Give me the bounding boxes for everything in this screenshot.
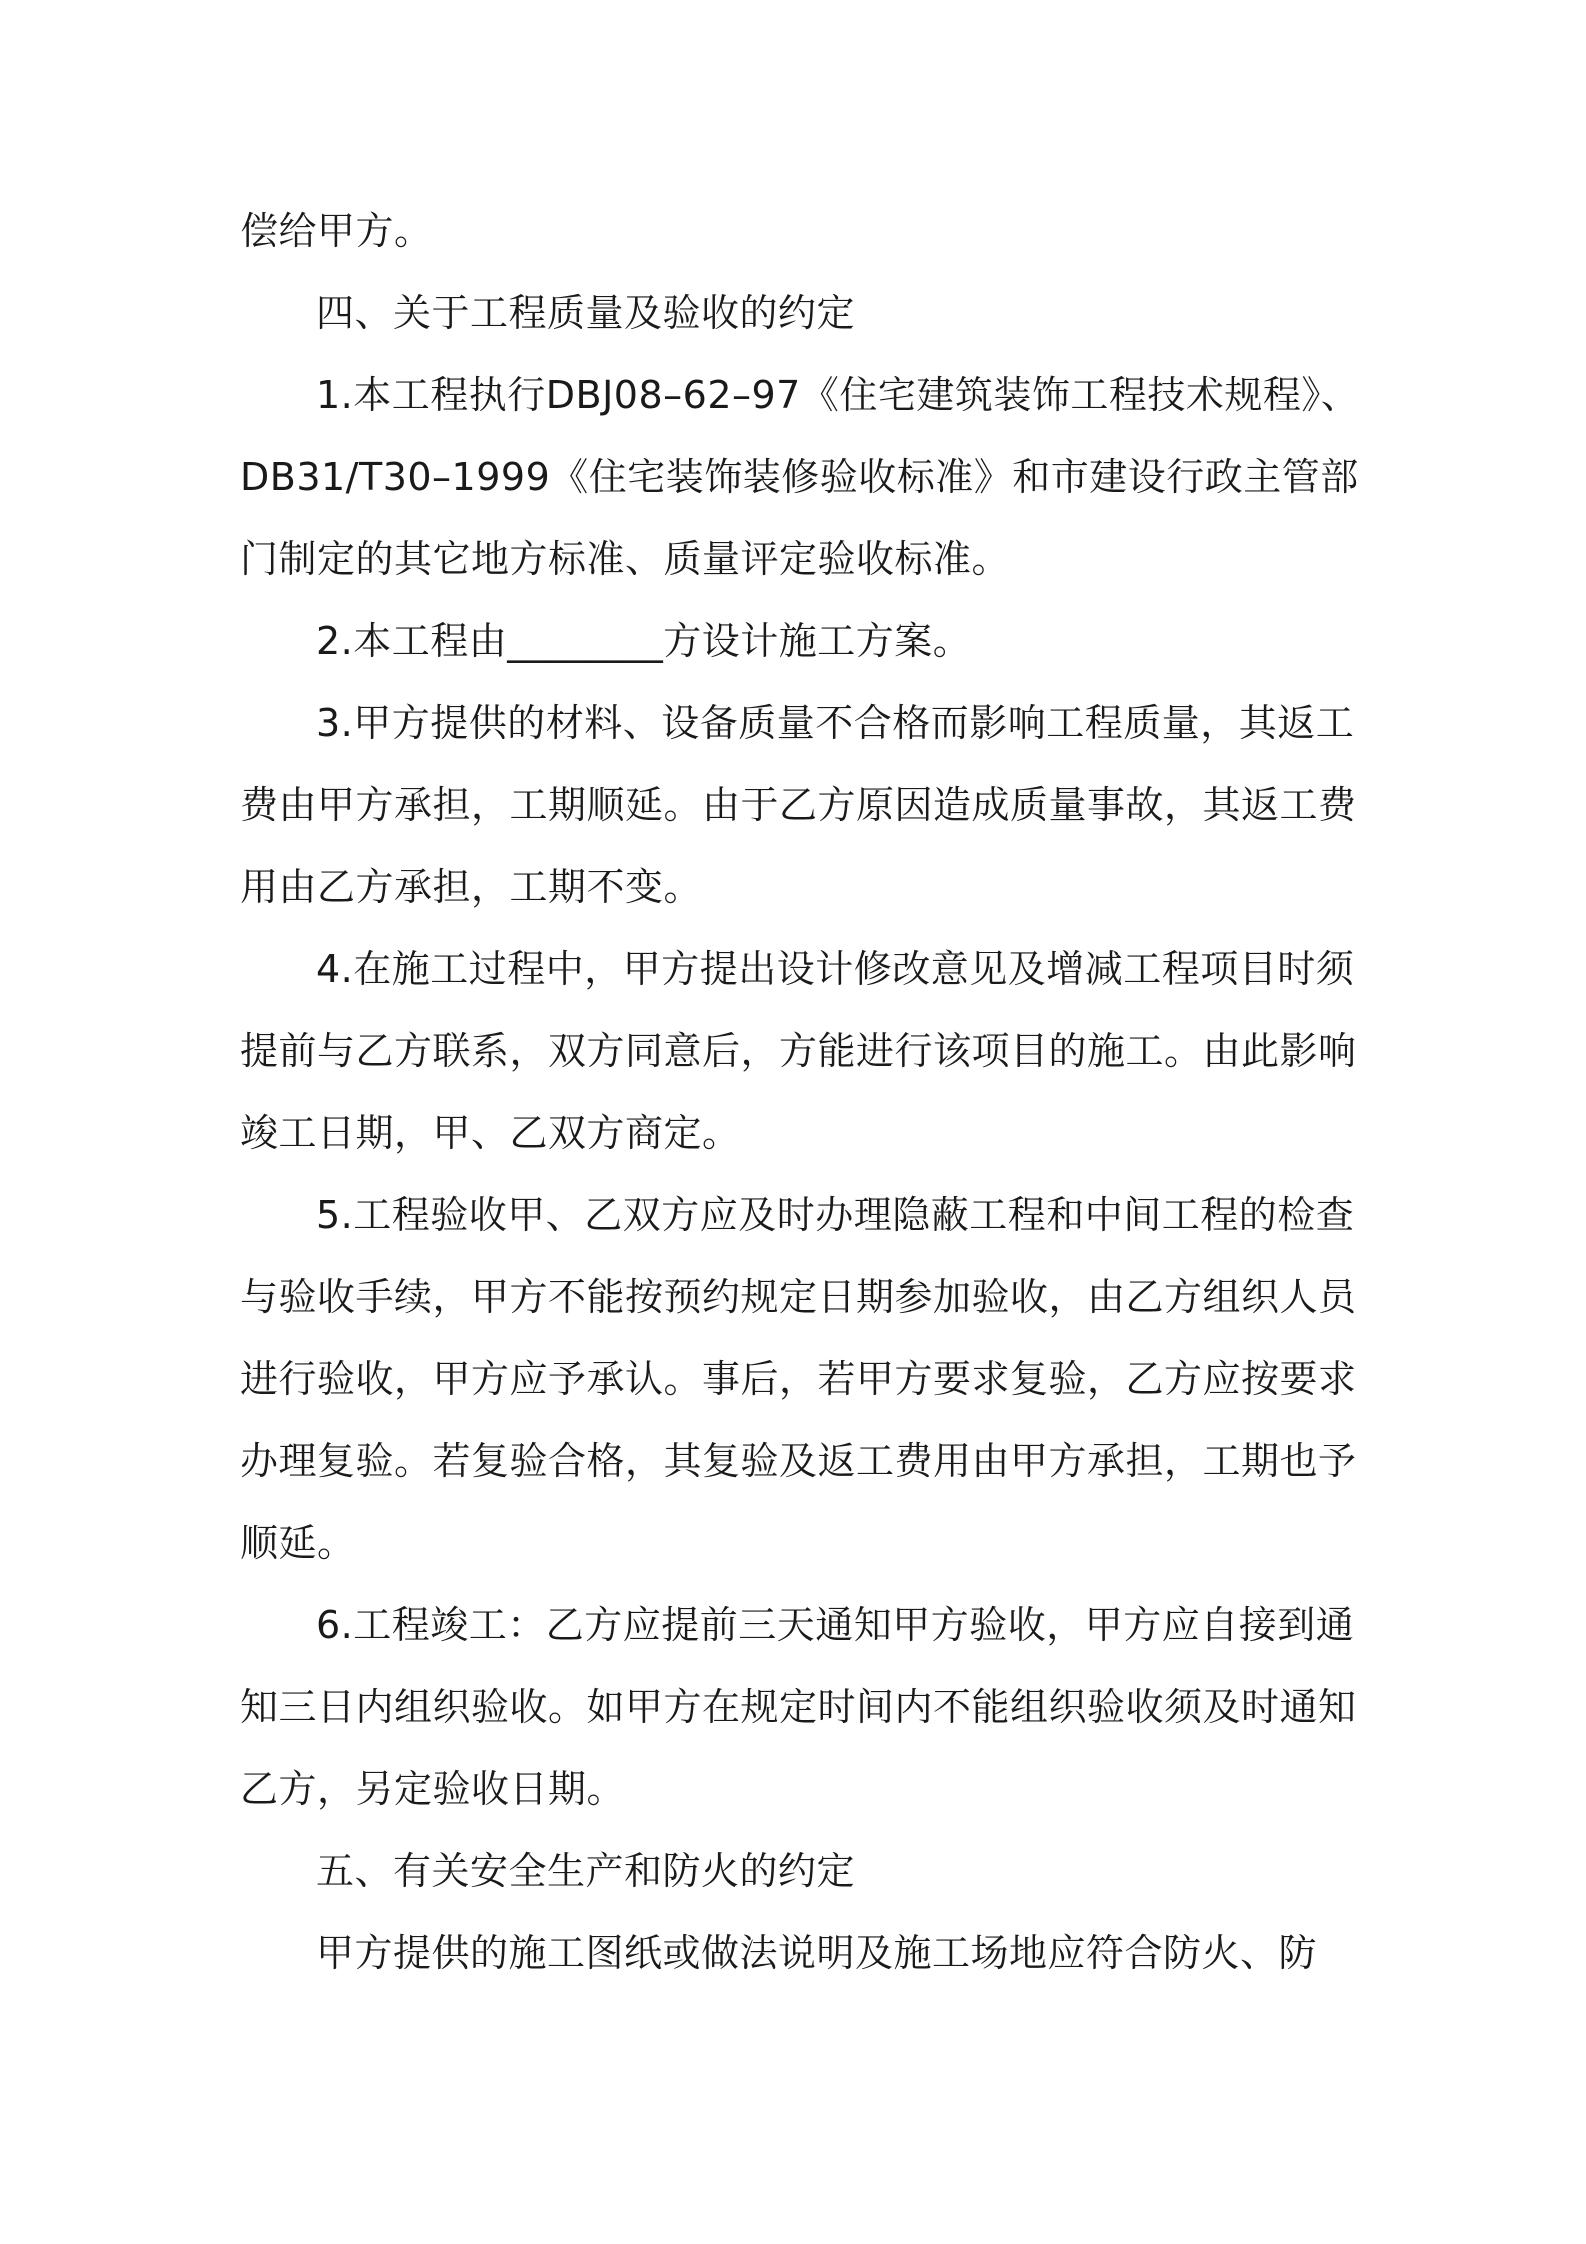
document-body (240, 190, 1360, 1994)
clause-4-4: 4.在施工过程中，甲方提出设计修改意见及增减工程项目时须提前与乙方联系，双方同意后，方能进行该项目的施工。由此影响竣工日期，甲、乙双方商定。 (240, 947, 1357, 1155)
clause-4-3: 3.甲方提供的材料、设备质量不合格而影响工程质量，其返工费由甲方承担，工期顺延。由于乙方原因造成质量事故，其返工费用由乙方承担，工期不变。 (240, 701, 1357, 909)
clause-4-2: 2.本工程由________方设计施工方案。 (316, 619, 972, 663)
clause-5-intro: 甲方提供的施工图纸或做法说明及施工场地应符合防火、防 (316, 1931, 1318, 1975)
paragraph-continuation: 偿给甲方。 (240, 209, 433, 253)
clause-4-5: 5.工程验收甲、乙双方应及时办理隐蔽工程和中间工程的检查与验收手续，甲方不能按预约规定日期参加验收，由乙方组织人员进行验收，甲方应予承认。事后，若甲方要求复验，乙方应按要求办理复验。若复验合格，其复验及返工费用由甲方承担，工期也予顺延。 (240, 1193, 1357, 1565)
clause-4-6: 6.工程竣工：乙方应提前三天通知甲方验收，甲方应自接到通知三日内组织验收。如甲方在规定时间内不能组织验收须及时通知乙方，另定验收日期。 (240, 1603, 1357, 1811)
section-heading-4: 四、关于工程质量及验收的约定 (316, 291, 856, 335)
section-heading-5: 五、有关安全生产和防火的约定 (316, 1849, 856, 1893)
clause-4-1: 1.本工程执行DBJ08–62–97《住宅建筑装饰工程技术规程》、DB31/T30–1999《住宅装饰装修验收标准》和市建设行政主管部门制定的其它地方标准、质量评定验收标准。 (240, 373, 1360, 581)
